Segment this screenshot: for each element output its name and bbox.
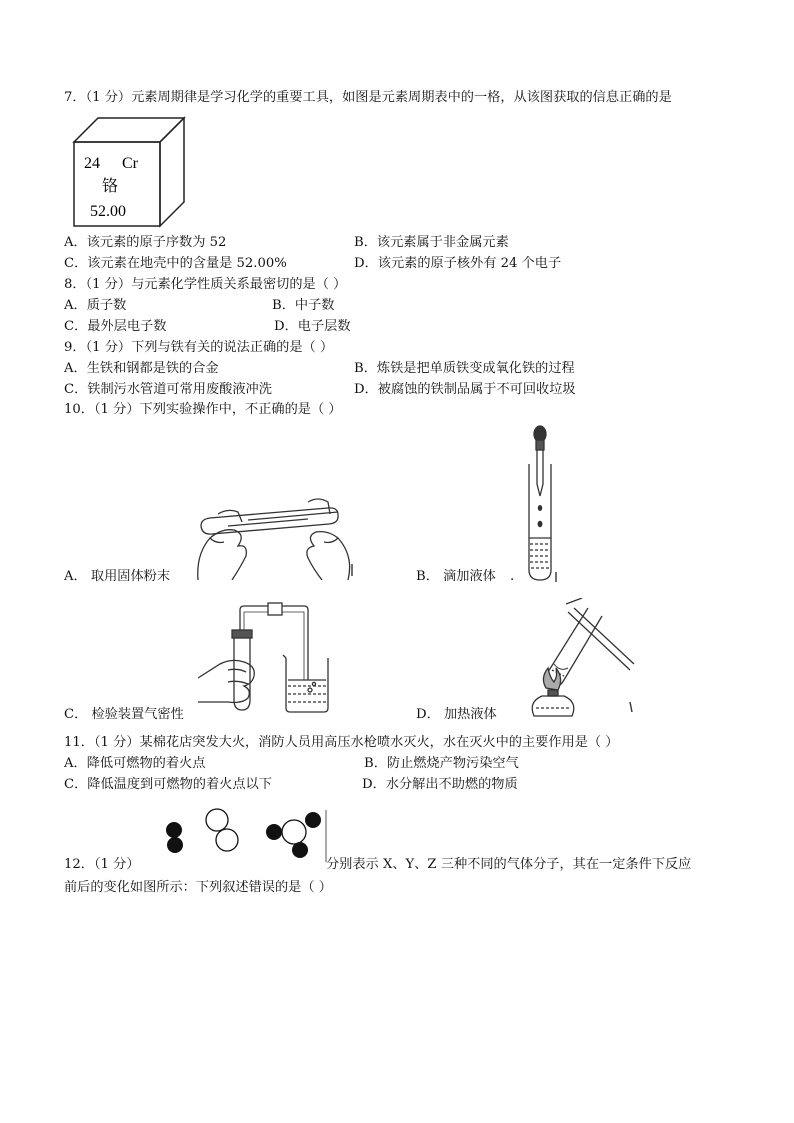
airtightness-check-figure — [198, 602, 338, 714]
dropper-figure — [520, 424, 560, 584]
x-molecule-atom — [166, 822, 182, 838]
q10-stem: 10．（1 分）下列实验操作中，不正确的是（ ） — [64, 402, 342, 417]
q11-option-b[interactable]: B．防止燃烧产物污染空气 — [364, 756, 519, 771]
element-name: 铬 — [102, 176, 119, 195]
q8-option-c[interactable]: C．最外层电子数 — [64, 319, 167, 334]
q9-option-d[interactable]: D．被腐蚀的铁制品属于不可回收垃圾 — [354, 382, 576, 397]
q9-option-a[interactable]: A．生铁和钢都是铁的合金 — [64, 361, 219, 376]
q11-option-a[interactable]: A．降低可燃物的着火点 — [64, 756, 206, 771]
q7-option-b[interactable]: B．该元素属于非金属元素 — [354, 235, 509, 250]
q8-option-d[interactable]: D．电子层数 — [274, 319, 351, 334]
element-symbol: Cr — [122, 155, 138, 172]
molecule-legend-figure — [160, 806, 330, 862]
z-molecule-atom — [292, 842, 308, 858]
q11-option-c[interactable]: C．降低温度到可燃物的着火点以下 — [64, 777, 272, 792]
q7-option-c[interactable]: C．该元素在地壳中的含量是 52.00% — [64, 256, 287, 271]
q7-option-a[interactable]: A．该元素的原子序数为 52 — [64, 235, 227, 250]
z-molecule-atom — [305, 812, 321, 828]
y-molecule-atom — [206, 809, 228, 831]
q9-stem: 9．（1 分）下列与铁有关的说法正确的是（ ） — [64, 340, 334, 355]
period-mark: . — [510, 569, 515, 584]
element-atomic-mass: 52.00 — [90, 203, 126, 220]
q7-option-d[interactable]: D．该元素的原子核外有 24 个电子 — [354, 256, 562, 271]
q12-stem-after: 分别表示 X、Y、Z 三种不同的气体分子，其在一定条件下反应 — [326, 857, 692, 872]
q9-option-c[interactable]: C．铁制污水管道可常用废酸液冲洗 — [64, 382, 272, 397]
q11-option-d[interactable]: D．水分解出不助燃的物质 — [362, 777, 518, 792]
q12-stem-line2: 前后的变化如图所示：下列叙述错误的是（ ） — [64, 880, 332, 895]
q12-stem-start: 12．（1 分） — [64, 857, 140, 872]
z-molecule-atom — [282, 820, 306, 844]
q8-stem: 8．（1 分）与元素化学性质关系最密切的是（ ） — [64, 277, 347, 292]
q8-option-a[interactable]: A．质子数 — [64, 298, 127, 313]
solid-powder-figure — [188, 494, 358, 580]
q10-option-c[interactable]: C． 检验装置气密性 — [64, 707, 184, 722]
heating-liquid-figure — [508, 598, 638, 718]
q11-stem: 11．（1 分）某棉花店突发大火，消防人员用高压水枪喷水灭火，水在灭火中的主要作用是（ ） — [64, 735, 619, 750]
x-molecule-atom — [167, 837, 183, 853]
q10-option-a[interactable]: A． 取用固体粉末 — [64, 569, 171, 584]
q7-stem: 7．（1 分）元素周期律是学习化学的重要工具，如图是元素周期表中的一格，从该图获取的信息正确的是 — [64, 90, 672, 105]
q10-option-b[interactable]: B． 滴加液体 — [416, 569, 496, 584]
y-molecule-atom — [216, 829, 238, 851]
z-molecule-atom — [266, 824, 282, 840]
q10-option-d[interactable]: D． 加热液体 — [416, 707, 497, 722]
q8-option-b[interactable]: B．中子数 — [272, 298, 335, 313]
q9-option-b[interactable]: B．炼铁是把单质铁变成氧化铁的过程 — [354, 361, 575, 376]
periodic-table-cell-figure — [72, 116, 187, 228]
element-atomic-number: 24 — [84, 155, 100, 172]
